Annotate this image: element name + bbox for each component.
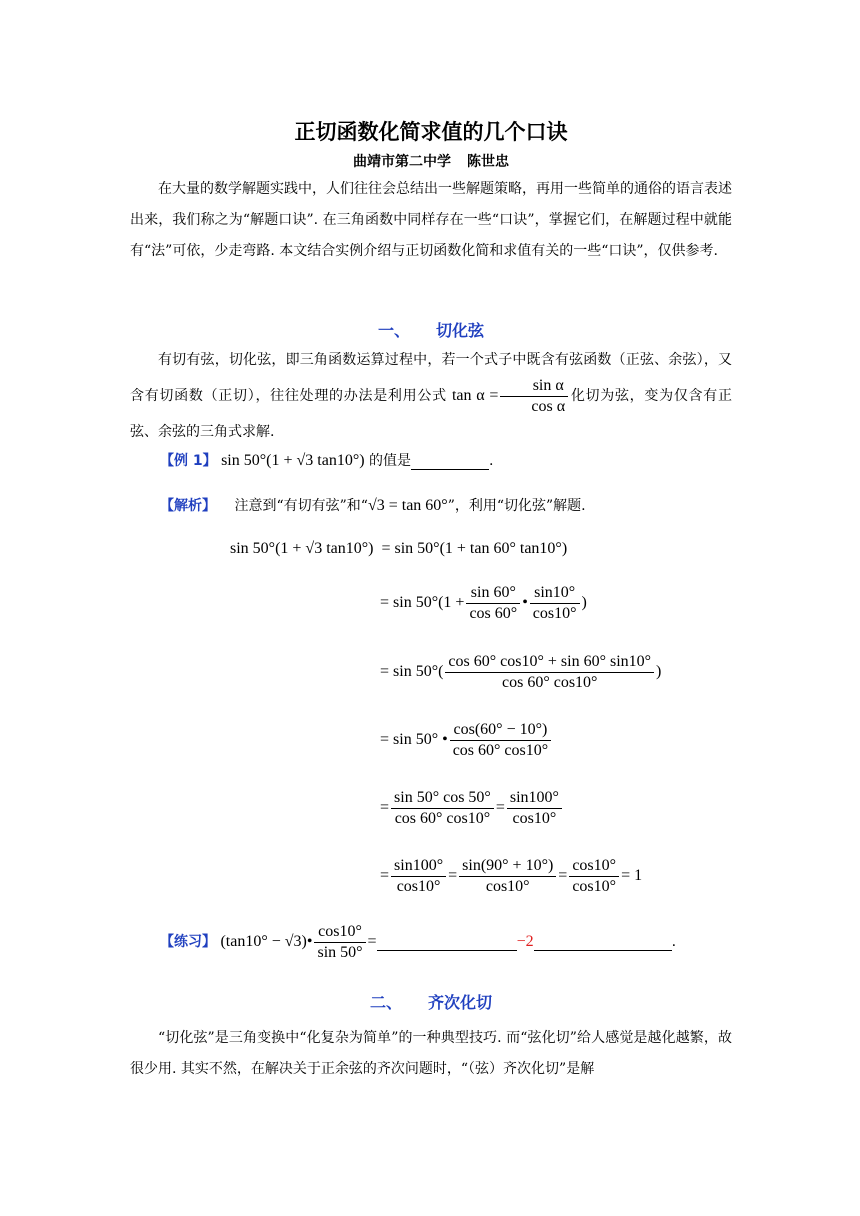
analysis-text-a: 注意到“有切有弦”和“ — [234, 498, 368, 514]
section-2-heading — [130, 990, 732, 1013]
step-1 — [230, 540, 567, 558]
step-2-den-2: cos10° — [532, 605, 577, 622]
author-name: 陈世忠 — [467, 154, 509, 170]
step-1-rhs: = sin 50°(1 + tan 60° tan10°) — [381, 540, 568, 557]
author-line — [130, 151, 732, 171]
step-3-suffix: ) — [656, 663, 662, 681]
step-6-num-3: cos10° — [569, 856, 619, 877]
practice-end: . — [671, 934, 677, 951]
step-3 — [380, 652, 661, 693]
section-1-text-a: 有切有弦，切化弦，即三角函数运算过程中，若一个式子中既含有弦函数（正弦、余弦），又含有切函数（正切），往往处理的办法是利用公式 — [130, 352, 732, 405]
tan-formula-den: cos α — [531, 398, 566, 415]
step-4-den: cos 60° cos10° — [452, 742, 549, 759]
step-5-eq: = — [380, 799, 390, 817]
practice-label: 【练习】 — [160, 934, 216, 951]
page-title: 正切函数化简求值的几个口诀 — [294, 120, 568, 144]
example-1-label: 【例 1】 — [160, 453, 217, 469]
analysis — [160, 495, 586, 515]
step-6-end: = 1 — [621, 867, 643, 885]
practice-den: sin 50° — [317, 944, 363, 961]
example-1 — [160, 450, 493, 470]
step-2-dot: • — [522, 594, 528, 612]
step-3-num: cos 60° cos10° + sin 60° sin10° — [445, 652, 654, 673]
step-2-suffix: ) — [581, 594, 587, 612]
tan-formula-lhs: tan α = — [451, 387, 499, 405]
practice — [160, 922, 676, 963]
step-6-num-1: sin100° — [391, 856, 446, 877]
tan-formula-num: sin α — [500, 376, 568, 397]
section-1-number: 一、 — [377, 321, 410, 340]
step-2-num-1: sin 60° — [466, 583, 520, 604]
analysis-expression: √3 = tan 60° — [367, 497, 448, 514]
step-3-prefix: = sin 50°( — [380, 663, 444, 681]
step-4 — [380, 720, 553, 761]
practice-eq: = — [367, 933, 377, 951]
step-2-num-2: sin10° — [530, 583, 580, 604]
step-3-den: cos 60° cos10° — [502, 674, 598, 691]
example-1-tail: 的值是 — [369, 453, 412, 469]
intro-paragraph: 在大量的数学解题实践中，人们往往会总结出一些解题策略，再用一些简单的通俗的语言表述出来，我们称之为“解题口诀”. 在三角函数中同样存在一些“口诀”，掌握它们，在解题过程中就能有“法”可依，少走弯路. 本文结合实例介绍与正切函数化简和求值有关的一些“口诀”，仅供参考. — [130, 181, 732, 259]
tan-formula — [451, 377, 570, 415]
practice-blank-left — [377, 934, 517, 951]
answer-blank — [411, 453, 489, 470]
step-2 — [380, 583, 587, 624]
step-2-prefix: = sin 50°(1 + — [380, 594, 465, 612]
practice-prefix: (tan10° − √3)• — [220, 933, 313, 951]
step-6-eq: = — [380, 867, 390, 885]
section-1-paragraph — [130, 345, 732, 448]
step-4-prefix: = sin 50° • — [380, 731, 448, 749]
step-5-den-1: cos 60° cos10° — [394, 810, 491, 827]
practice-num: cos10° — [314, 922, 365, 943]
example-1-expression: sin 50°(1 + √3 tan10°) — [221, 452, 365, 469]
section-2-title: 齐次化切 — [428, 993, 493, 1012]
step-6-den-2: cos10° — [485, 878, 530, 895]
analysis-label: 【解析】 — [160, 498, 216, 514]
step-4-num: cos(60° − 10°) — [450, 720, 551, 741]
section-1-title: 切化弦 — [436, 321, 485, 340]
practice-answer: −2 — [516, 933, 534, 951]
example-1-end: . — [489, 453, 494, 469]
section-1-text-b: 化切为弦，变为仅含有正弦、余弦的三角式求解. — [130, 388, 732, 440]
analysis-text-b: ”，利用“切化弦”解题. — [447, 498, 586, 514]
step-5-num-1: sin 50° cos 50° — [391, 788, 494, 809]
section-1-heading — [130, 318, 732, 341]
step-5: = $\frac{\sin 50^\circ \cos 50^\circ}{\cos 60^\circ \cos 10^\circ}$ = $\frac{\sin 100^\circ}{\cos 10^\circ}$ — [380, 788, 564, 829]
step-6-num-2: sin(90° + 10°) — [459, 856, 556, 877]
step-6: = $\frac{\sin 100^\circ}{\cos 10^\circ}$ = $\frac{\sin(90^\circ + 10^\circ)}{\cos 10^\circ}$ = $\frac{\cos 10^\circ}{\cos 10^\circ}$ = 1 — [380, 857, 643, 895]
practice-blank-right — [534, 934, 672, 951]
section-2-number: 二、 — [369, 993, 402, 1012]
step-5-den-2: cos10° — [512, 810, 557, 827]
step-1-lhs: sin 50°(1 + √3 tan10°) — [230, 540, 374, 557]
step-2-den-1: cos 60° — [469, 605, 518, 622]
step-6-den-1: cos10° — [396, 878, 441, 895]
author-school: 曲靖市第二中学 — [353, 154, 451, 170]
section-2-paragraph: “切化弦”是三角变换中“化复杂为简单”的一种典型技巧. 而“弦化切”给人感觉是越化越繁，故很少用. 其实不然，在解决关于正余弦的齐次问题时，“（弦）齐次化切”是解 — [130, 1030, 732, 1077]
step-6-den-3: cos10° — [572, 878, 617, 895]
step-5-num-2: sin100° — [507, 788, 562, 809]
